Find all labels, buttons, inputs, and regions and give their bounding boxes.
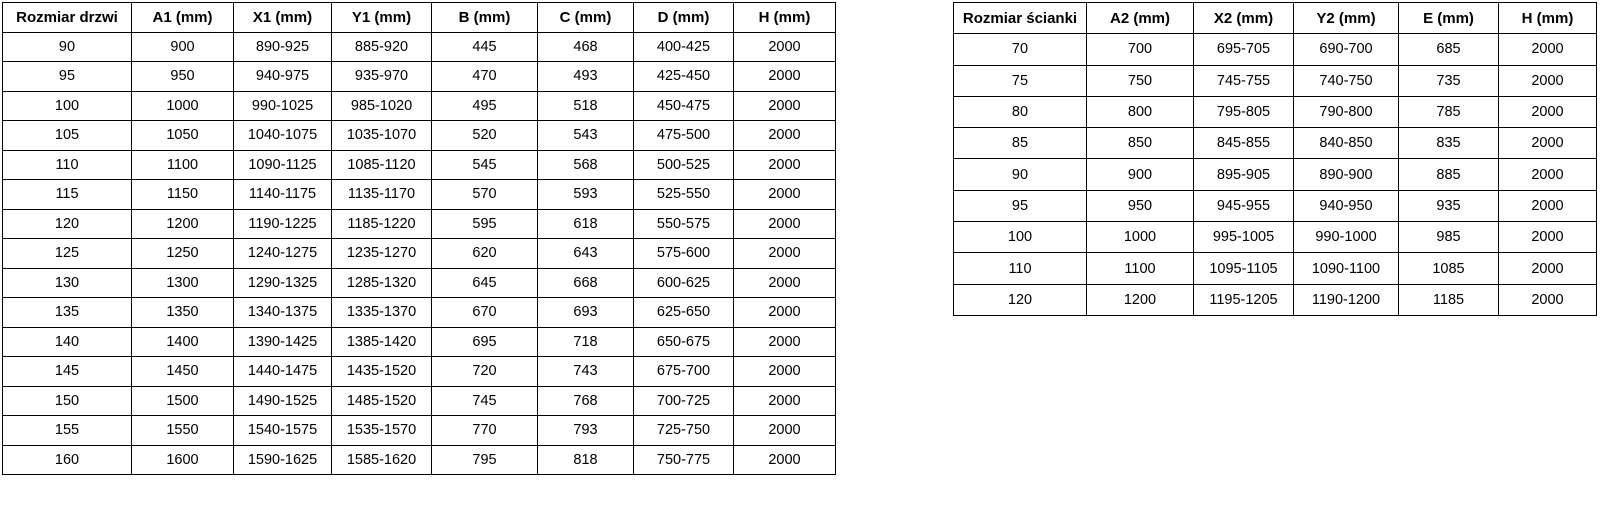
table-cell: 2000 bbox=[1499, 159, 1597, 190]
table-cell: 1035-1070 bbox=[332, 121, 432, 151]
table-row bbox=[3, 357, 836, 387]
table-cell: 2000 bbox=[734, 416, 836, 446]
column-header: X2 (mm) bbox=[1194, 3, 1294, 34]
table-cell: 1100 bbox=[1087, 253, 1194, 284]
table-cell: 570 bbox=[432, 180, 538, 210]
table-cell: 1335-1370 bbox=[332, 298, 432, 328]
table-cell: 2000 bbox=[734, 121, 836, 151]
table-cell: 470 bbox=[432, 62, 538, 92]
table-cell: 495 bbox=[432, 91, 538, 121]
table-cell: 750-775 bbox=[634, 445, 734, 475]
table-cell: 450-475 bbox=[634, 91, 734, 121]
table-cell: 70 bbox=[954, 34, 1087, 65]
table-cell: 1535-1570 bbox=[332, 416, 432, 446]
table-cell: 2000 bbox=[734, 91, 836, 121]
table-cell: 985-1020 bbox=[332, 91, 432, 121]
table-cell: 110 bbox=[954, 253, 1087, 284]
table-cell: 1500 bbox=[132, 386, 234, 416]
header-row bbox=[954, 3, 1597, 34]
table-cell: 1300 bbox=[132, 268, 234, 298]
table-cell: 110 bbox=[3, 150, 132, 180]
table-cell: 725-750 bbox=[634, 416, 734, 446]
table-cell: 1085-1120 bbox=[332, 150, 432, 180]
table-cell: 650-675 bbox=[634, 327, 734, 357]
table-cell: 2000 bbox=[734, 298, 836, 328]
table-cell: 800 bbox=[1087, 96, 1194, 127]
table-cell: 890-925 bbox=[234, 32, 332, 62]
table-cell: 1600 bbox=[132, 445, 234, 475]
table-cell: 1485-1520 bbox=[332, 386, 432, 416]
table-cell: 1040-1075 bbox=[234, 121, 332, 151]
table-cell: 1585-1620 bbox=[332, 445, 432, 475]
table-cell: 720 bbox=[432, 357, 538, 387]
table-cell: 1190-1225 bbox=[234, 209, 332, 239]
table-cell: 835 bbox=[1399, 128, 1499, 159]
table-cell: 885-920 bbox=[332, 32, 432, 62]
table-cell: 1185 bbox=[1399, 284, 1499, 315]
table-row bbox=[954, 65, 1597, 96]
table-cell: 2000 bbox=[734, 268, 836, 298]
table-cell: 643 bbox=[538, 239, 634, 269]
table-row bbox=[3, 32, 836, 62]
table-cell: 745-755 bbox=[1194, 65, 1294, 96]
table-cell: 945-955 bbox=[1194, 190, 1294, 221]
table-cell: 130 bbox=[3, 268, 132, 298]
table-cell: 1590-1625 bbox=[234, 445, 332, 475]
table-cell: 90 bbox=[954, 159, 1087, 190]
table-cell: 1290-1325 bbox=[234, 268, 332, 298]
table-cell: 1490-1525 bbox=[234, 386, 332, 416]
table-cell: 2000 bbox=[734, 180, 836, 210]
table-cell: 695 bbox=[432, 327, 538, 357]
table-cell: 520 bbox=[432, 121, 538, 151]
table-cell: 793 bbox=[538, 416, 634, 446]
table-cell: 1135-1170 bbox=[332, 180, 432, 210]
table-cell: 700-725 bbox=[634, 386, 734, 416]
table-cell: 2000 bbox=[734, 327, 836, 357]
table-row bbox=[954, 284, 1597, 315]
table-cell: 1240-1275 bbox=[234, 239, 332, 269]
table-cell: 2000 bbox=[1499, 65, 1597, 96]
table-cell: 125 bbox=[3, 239, 132, 269]
column-header: C (mm) bbox=[538, 3, 634, 33]
table-row bbox=[954, 190, 1597, 221]
table-cell: 940-975 bbox=[234, 62, 332, 92]
table-cell: 1000 bbox=[1087, 222, 1194, 253]
table-cell: 1340-1375 bbox=[234, 298, 332, 328]
column-header: Y1 (mm) bbox=[332, 3, 432, 33]
table-cell: 543 bbox=[538, 121, 634, 151]
table-cell: 620 bbox=[432, 239, 538, 269]
table-cell: 1050 bbox=[132, 121, 234, 151]
table-cell: 743 bbox=[538, 357, 634, 387]
table-row bbox=[3, 239, 836, 269]
table-cell: 1195-1205 bbox=[1194, 284, 1294, 315]
table-cell: 890-900 bbox=[1294, 159, 1399, 190]
table-cell: 150 bbox=[3, 386, 132, 416]
table-cell: 745 bbox=[432, 386, 538, 416]
table-cell: 985 bbox=[1399, 222, 1499, 253]
table-cell: 1150 bbox=[132, 180, 234, 210]
table-cell: 1550 bbox=[132, 416, 234, 446]
table-cell: 593 bbox=[538, 180, 634, 210]
column-header: H (mm) bbox=[734, 3, 836, 33]
table-cell: 80 bbox=[954, 96, 1087, 127]
table-cell: 1285-1320 bbox=[332, 268, 432, 298]
column-header: Rozmiar ścianki bbox=[954, 3, 1087, 34]
table-row bbox=[3, 150, 836, 180]
wall-sizes-table bbox=[953, 2, 1597, 316]
table-cell: 2000 bbox=[734, 357, 836, 387]
table-cell: 850 bbox=[1087, 128, 1194, 159]
table-row bbox=[3, 62, 836, 92]
table-cell: 90 bbox=[3, 32, 132, 62]
table-cell: 668 bbox=[538, 268, 634, 298]
table-cell: 795-805 bbox=[1194, 96, 1294, 127]
table-cell: 568 bbox=[538, 150, 634, 180]
table-cell: 990-1000 bbox=[1294, 222, 1399, 253]
table-cell: 940-950 bbox=[1294, 190, 1399, 221]
table-cell: 768 bbox=[538, 386, 634, 416]
table-cell: 75 bbox=[954, 65, 1087, 96]
table-cell: 1140-1175 bbox=[234, 180, 332, 210]
table-cell: 140 bbox=[3, 327, 132, 357]
table-cell: 1190-1200 bbox=[1294, 284, 1399, 315]
table-cell: 600-625 bbox=[634, 268, 734, 298]
table-cell: 735 bbox=[1399, 65, 1499, 96]
table-row bbox=[3, 180, 836, 210]
table-cell: 1385-1420 bbox=[332, 327, 432, 357]
table-cell: 625-650 bbox=[634, 298, 734, 328]
table-cell: 1440-1475 bbox=[234, 357, 332, 387]
table-cell: 935 bbox=[1399, 190, 1499, 221]
table-cell: 2000 bbox=[734, 209, 836, 239]
table-row bbox=[3, 268, 836, 298]
table-cell: 145 bbox=[3, 357, 132, 387]
table-cell: 2000 bbox=[1499, 284, 1597, 315]
table-cell: 685 bbox=[1399, 34, 1499, 65]
table-cell: 160 bbox=[3, 445, 132, 475]
table-row bbox=[3, 445, 836, 475]
table-cell: 425-450 bbox=[634, 62, 734, 92]
table-cell: 1350 bbox=[132, 298, 234, 328]
table-cell: 545 bbox=[432, 150, 538, 180]
table-cell: 790-800 bbox=[1294, 96, 1399, 127]
table-cell: 1250 bbox=[132, 239, 234, 269]
table-row bbox=[3, 298, 836, 328]
table-cell: 700 bbox=[1087, 34, 1194, 65]
table-row bbox=[3, 416, 836, 446]
table-cell: 675-700 bbox=[634, 357, 734, 387]
door-sizes-table bbox=[2, 2, 836, 475]
table-cell: 2000 bbox=[734, 445, 836, 475]
table-row bbox=[954, 222, 1597, 253]
table-cell: 2000 bbox=[734, 239, 836, 269]
table-row bbox=[954, 96, 1597, 127]
table-cell: 1095-1105 bbox=[1194, 253, 1294, 284]
table-cell: 105 bbox=[3, 121, 132, 151]
table-cell: 900 bbox=[1087, 159, 1194, 190]
table-cell: 895-905 bbox=[1194, 159, 1294, 190]
column-header: X1 (mm) bbox=[234, 3, 332, 33]
table-cell: 95 bbox=[954, 190, 1087, 221]
table-cell: 2000 bbox=[734, 150, 836, 180]
table-cell: 135 bbox=[3, 298, 132, 328]
table-cell: 518 bbox=[538, 91, 634, 121]
table-cell: 670 bbox=[432, 298, 538, 328]
column-header: B (mm) bbox=[432, 3, 538, 33]
table-cell: 525-550 bbox=[634, 180, 734, 210]
table-cell: 2000 bbox=[1499, 253, 1597, 284]
table-cell: 718 bbox=[538, 327, 634, 357]
table-cell: 2000 bbox=[1499, 190, 1597, 221]
column-header: E (mm) bbox=[1399, 3, 1499, 34]
table-cell: 1185-1220 bbox=[332, 209, 432, 239]
table-cell: 750 bbox=[1087, 65, 1194, 96]
table-cell: 795 bbox=[432, 445, 538, 475]
table-cell: 1085 bbox=[1399, 253, 1499, 284]
column-header: A2 (mm) bbox=[1087, 3, 1194, 34]
table-cell: 2000 bbox=[734, 32, 836, 62]
table-cell: 2000 bbox=[734, 62, 836, 92]
column-header: D (mm) bbox=[634, 3, 734, 33]
table-cell: 900 bbox=[132, 32, 234, 62]
table-cell: 120 bbox=[954, 284, 1087, 315]
table-cell: 550-575 bbox=[634, 209, 734, 239]
table-row bbox=[3, 91, 836, 121]
table-cell: 1200 bbox=[132, 209, 234, 239]
table-row bbox=[3, 121, 836, 151]
table-cell: 950 bbox=[1087, 190, 1194, 221]
table-cell: 155 bbox=[3, 416, 132, 446]
column-header: Y2 (mm) bbox=[1294, 3, 1399, 34]
table-row bbox=[954, 34, 1597, 65]
table-cell: 1235-1270 bbox=[332, 239, 432, 269]
table-cell: 445 bbox=[432, 32, 538, 62]
table-cell: 100 bbox=[3, 91, 132, 121]
table-cell: 120 bbox=[3, 209, 132, 239]
table-cell: 740-750 bbox=[1294, 65, 1399, 96]
column-header: A1 (mm) bbox=[132, 3, 234, 33]
table-cell: 475-500 bbox=[634, 121, 734, 151]
table-cell: 468 bbox=[538, 32, 634, 62]
table-cell: 618 bbox=[538, 209, 634, 239]
table-cell: 2000 bbox=[1499, 222, 1597, 253]
table-cell: 1540-1575 bbox=[234, 416, 332, 446]
column-header: H (mm) bbox=[1499, 3, 1597, 34]
table-cell: 2000 bbox=[1499, 128, 1597, 159]
table-cell: 493 bbox=[538, 62, 634, 92]
table-cell: 115 bbox=[3, 180, 132, 210]
table-cell: 695-705 bbox=[1194, 34, 1294, 65]
table-cell: 693 bbox=[538, 298, 634, 328]
table-cell: 950 bbox=[132, 62, 234, 92]
table-cell: 840-850 bbox=[1294, 128, 1399, 159]
table-row bbox=[954, 159, 1597, 190]
table-row bbox=[3, 327, 836, 357]
table-cell: 935-970 bbox=[332, 62, 432, 92]
table-cell: 645 bbox=[432, 268, 538, 298]
table-cell: 1100 bbox=[132, 150, 234, 180]
table-cell: 995-1005 bbox=[1194, 222, 1294, 253]
table-cell: 500-525 bbox=[634, 150, 734, 180]
table-row bbox=[3, 386, 836, 416]
table-row bbox=[954, 253, 1597, 284]
table-cell: 1090-1100 bbox=[1294, 253, 1399, 284]
table-cell: 845-855 bbox=[1194, 128, 1294, 159]
table-cell: 785 bbox=[1399, 96, 1499, 127]
table-cell: 85 bbox=[954, 128, 1087, 159]
table-cell: 595 bbox=[432, 209, 538, 239]
table-cell: 2000 bbox=[734, 386, 836, 416]
table-cell: 690-700 bbox=[1294, 34, 1399, 65]
table-cell: 1390-1425 bbox=[234, 327, 332, 357]
table-cell: 770 bbox=[432, 416, 538, 446]
table-cell: 1090-1125 bbox=[234, 150, 332, 180]
table-cell: 1435-1520 bbox=[332, 357, 432, 387]
table-cell: 1450 bbox=[132, 357, 234, 387]
table-cell: 400-425 bbox=[634, 32, 734, 62]
table-cell: 95 bbox=[3, 62, 132, 92]
table-cell: 818 bbox=[538, 445, 634, 475]
column-header: Rozmiar drzwi bbox=[3, 3, 132, 33]
table-cell: 990-1025 bbox=[234, 91, 332, 121]
table-row bbox=[3, 209, 836, 239]
table-cell: 885 bbox=[1399, 159, 1499, 190]
table-cell: 575-600 bbox=[634, 239, 734, 269]
table-cell: 1400 bbox=[132, 327, 234, 357]
table-cell: 2000 bbox=[1499, 34, 1597, 65]
table-cell: 1200 bbox=[1087, 284, 1194, 315]
table-cell: 100 bbox=[954, 222, 1087, 253]
table-row bbox=[954, 128, 1597, 159]
table-cell: 2000 bbox=[1499, 96, 1597, 127]
table-cell: 1000 bbox=[132, 91, 234, 121]
header-row bbox=[3, 3, 836, 33]
